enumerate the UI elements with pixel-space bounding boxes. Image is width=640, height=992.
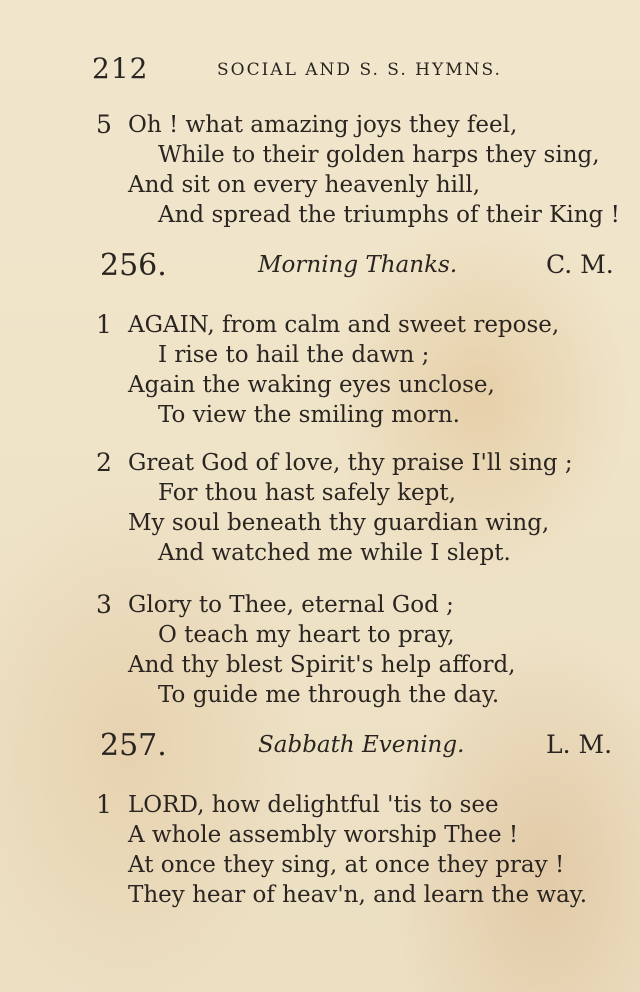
- verse-line: AGAIN, from calm and sweet repose,: [128, 312, 560, 338]
- hymn-number: 257.: [100, 728, 167, 763]
- verse-line: O teach my heart to pray,: [158, 622, 455, 648]
- verse-number: 1: [96, 310, 112, 339]
- verse-line: To guide me through the day.: [158, 682, 500, 708]
- hymn-title: Morning Thanks.: [258, 252, 458, 278]
- verse-line: A whole assembly worship Thee !: [128, 822, 519, 848]
- verse-line: Glory to Thee, eternal God ;: [128, 592, 454, 618]
- verse-line: Oh ! what amazing joys they feel,: [128, 112, 518, 138]
- verse-line: And thy blest Spirit's help afford,: [128, 652, 516, 678]
- hymn-257-heading: [0, 728, 640, 768]
- verse-line: They hear of heav'n, and learn the way.: [128, 882, 588, 908]
- verse-number: 5: [96, 110, 112, 139]
- running-head: [92, 52, 522, 86]
- verse-line: And watched me while I slept.: [158, 540, 511, 566]
- verse-number: 2: [96, 448, 112, 477]
- verse-line: I rise to hail the dawn ;: [158, 342, 430, 368]
- verse-line: To view the smiling morn.: [158, 402, 460, 428]
- hymn-number: 256.: [100, 248, 167, 283]
- verse-line: At once they sing, at once they pray !: [128, 852, 565, 878]
- hymn-meter: L. M.: [546, 730, 613, 759]
- verse-line: For thou hast safely kept,: [158, 480, 456, 506]
- page-number: 212: [92, 52, 149, 85]
- hymn-256-heading: [0, 248, 640, 288]
- verse-number: 3: [96, 590, 112, 619]
- verse-line: And spread the triumphs of their King !: [158, 202, 620, 228]
- verse-line: LORD, how delightful 'tis to see: [128, 792, 499, 818]
- verse-line: And sit on every heavenly hill,: [128, 172, 481, 198]
- hymn-title: Sabbath Evening.: [258, 732, 465, 758]
- verse-line: Great God of love, thy praise I'll sing ;: [128, 450, 573, 476]
- verse-line: While to their golden harps they sing,: [158, 142, 600, 168]
- running-title: SOCIAL AND S. S. HYMNS.: [217, 60, 502, 80]
- hymn-meter: C. M.: [546, 250, 614, 279]
- verse-line: Again the waking eyes unclose,: [128, 372, 495, 398]
- verse-number: 1: [96, 790, 112, 819]
- verse-line: My soul beneath thy guardian wing,: [128, 510, 550, 536]
